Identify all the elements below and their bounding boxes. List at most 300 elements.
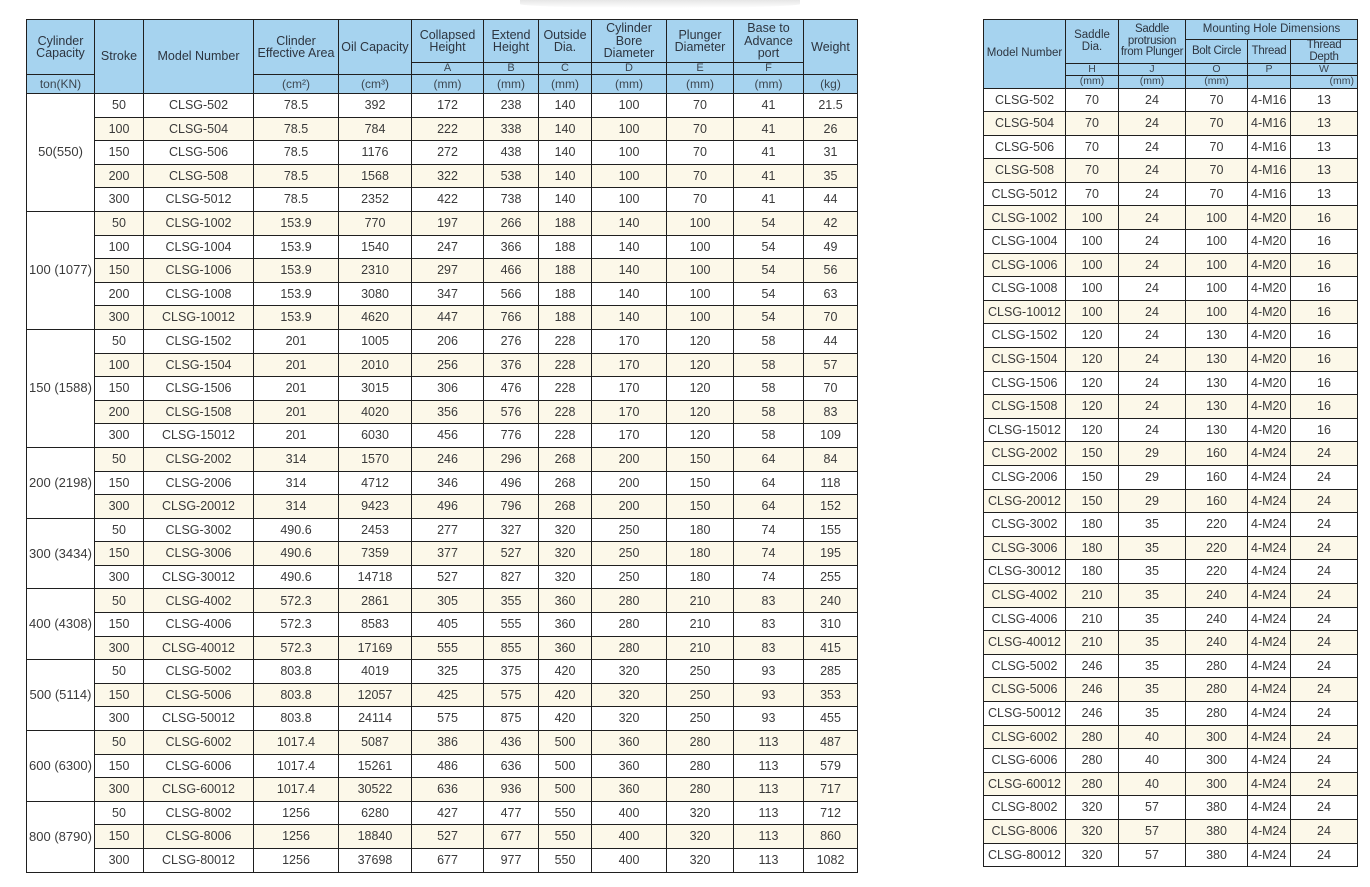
saddle-protrusion-cell: 35: [1119, 678, 1186, 702]
effective-area-cell: 153.9: [254, 306, 339, 330]
weight-cell: 415: [804, 636, 858, 660]
model-cell: CLSG-40012: [984, 631, 1066, 655]
header-letter: A: [412, 63, 484, 75]
stroke-cell: 150: [95, 613, 144, 637]
thread-depth-cell: 24: [1291, 749, 1358, 773]
effective-area-cell: 314: [254, 447, 339, 471]
table-row: [984, 253, 1358, 277]
stroke-cell: 200: [95, 282, 144, 306]
thread-depth-cell: 24: [1291, 607, 1358, 631]
thread-cell: 4-M24: [1248, 819, 1291, 843]
table-row: [27, 731, 858, 755]
plunger-diameter-cell: 320: [667, 801, 734, 825]
thread-depth-cell: 13: [1291, 159, 1358, 183]
base-to-port-cell: 113: [734, 825, 804, 849]
weight-cell: 152: [804, 495, 858, 519]
plunger-diameter-cell: 120: [667, 424, 734, 448]
extend-height-cell: 355: [484, 589, 539, 613]
base-to-port-cell: 58: [734, 329, 804, 353]
plunger-diameter-cell: 120: [667, 377, 734, 401]
bore-diameter-cell: 400: [592, 825, 667, 849]
effective-area-cell: 78.5: [254, 94, 339, 118]
base-to-port-cell: 41: [734, 94, 804, 118]
stroke-cell: 300: [95, 188, 144, 212]
oil-capacity-cell: 2010: [339, 353, 412, 377]
model-cell: CLSG-20012: [144, 495, 254, 519]
extend-height-cell: 436: [484, 731, 539, 755]
base-to-port-cell: 54: [734, 235, 804, 259]
outside-dia-cell: 228: [539, 353, 592, 377]
saddle-protrusion-cell: 29: [1119, 466, 1186, 490]
weight-cell: 83: [804, 400, 858, 424]
thread-cell: 4-M24: [1248, 701, 1291, 725]
oil-capacity-cell: 17169: [339, 636, 412, 660]
oil-capacity-cell: 770: [339, 211, 412, 235]
thread-cell: 4-M16: [1248, 135, 1291, 159]
cylinder-spec-table: [26, 19, 858, 873]
saddle-protrusion-cell: 24: [1119, 230, 1186, 254]
plunger-diameter-cell: 150: [667, 447, 734, 471]
table-row: [27, 660, 858, 684]
capacity-cell: 400 (4308): [27, 589, 95, 660]
oil-capacity-cell: 4712: [339, 471, 412, 495]
bolt-circle-cell: 220: [1186, 560, 1248, 584]
header-thread-depth: Thread Depth: [1291, 40, 1358, 64]
table-row: [27, 565, 858, 589]
extend-height-cell: 827: [484, 565, 539, 589]
outside-dia-cell: 500: [539, 731, 592, 755]
base-to-port-cell: 64: [734, 447, 804, 471]
bore-diameter-cell: 140: [592, 282, 667, 306]
header-base-to-port: Base to Advance port: [734, 20, 804, 63]
saddle-dia-cell: 280: [1066, 725, 1119, 749]
oil-capacity-cell: 392: [339, 94, 412, 118]
outside-dia-cell: 140: [539, 164, 592, 188]
table-row: [984, 182, 1358, 206]
model-cell: CLSG-4006: [144, 613, 254, 637]
table-row: [27, 589, 858, 613]
weight-cell: 118: [804, 471, 858, 495]
plunger-diameter-cell: 320: [667, 825, 734, 849]
extend-height-cell: 855: [484, 636, 539, 660]
table-row: [984, 701, 1358, 725]
thread-depth-cell: 13: [1291, 112, 1358, 136]
model-cell: CLSG-8006: [984, 819, 1066, 843]
outside-dia-cell: 420: [539, 660, 592, 684]
bolt-circle-cell: 240: [1186, 583, 1248, 607]
saddle-dia-cell: 246: [1066, 701, 1119, 725]
thread-depth-cell: 16: [1291, 253, 1358, 277]
model-cell: CLSG-4006: [984, 607, 1066, 631]
saddle-dia-cell: 320: [1066, 819, 1119, 843]
table-row: [984, 206, 1358, 230]
header-saddle-dia: Saddle Dia.: [1066, 20, 1119, 64]
saddle-dia-cell: 70: [1066, 182, 1119, 206]
model-cell: CLSG-50012: [984, 701, 1066, 725]
collapsed-height-cell: 297: [412, 259, 484, 283]
bore-diameter-cell: 170: [592, 353, 667, 377]
table-row: [27, 235, 858, 259]
stroke-cell: 150: [95, 754, 144, 778]
extend-height-cell: 266: [484, 211, 539, 235]
thread-cell: 4-M24: [1248, 654, 1291, 678]
bolt-circle-cell: 70: [1186, 159, 1248, 183]
oil-capacity-cell: 3080: [339, 282, 412, 306]
weight-cell: 49: [804, 235, 858, 259]
bore-diameter-cell: 100: [592, 117, 667, 141]
bolt-circle-cell: 380: [1186, 796, 1248, 820]
thread-cell: 4-M24: [1248, 843, 1291, 867]
thread-cell: 4-M24: [1248, 489, 1291, 513]
thread-cell: 4-M24: [1248, 796, 1291, 820]
weight-cell: 31: [804, 141, 858, 165]
outside-dia-cell: 188: [539, 259, 592, 283]
extend-height-cell: 438: [484, 141, 539, 165]
outside-dia-cell: 320: [539, 565, 592, 589]
thread-cell: 4-M24: [1248, 772, 1291, 796]
thread-cell: 4-M20: [1248, 253, 1291, 277]
bolt-circle-cell: 130: [1186, 395, 1248, 419]
unit-capacity: ton(KN): [27, 75, 95, 94]
stroke-cell: 50: [95, 329, 144, 353]
saddle-protrusion-cell: 57: [1119, 843, 1186, 867]
effective-area-cell: 803.8: [254, 660, 339, 684]
stroke-cell: 150: [95, 141, 144, 165]
stroke-cell: 100: [95, 353, 144, 377]
thread-cell: 4-M24: [1248, 749, 1291, 773]
extend-height-cell: 576: [484, 400, 539, 424]
bolt-circle-cell: 70: [1186, 88, 1248, 112]
base-to-port-cell: 113: [734, 849, 804, 873]
extend-height-cell: 776: [484, 424, 539, 448]
saddle-protrusion-cell: 40: [1119, 772, 1186, 796]
outside-dia-cell: 188: [539, 306, 592, 330]
extend-height-cell: 575: [484, 683, 539, 707]
header-extend-height: Extend Height: [484, 20, 539, 63]
bore-diameter-cell: 320: [592, 683, 667, 707]
table-row: [984, 654, 1358, 678]
thread-depth-cell: 16: [1291, 300, 1358, 324]
outside-dia-cell: 500: [539, 778, 592, 802]
table-row: [984, 678, 1358, 702]
saddle-dia-cell: 280: [1066, 749, 1119, 773]
thread-cell: 4-M24: [1248, 466, 1291, 490]
table-row: [27, 849, 858, 873]
saddle-dia-cell: 246: [1066, 654, 1119, 678]
thread-cell: 4-M20: [1248, 324, 1291, 348]
model-cell: CLSG-60012: [984, 772, 1066, 796]
bore-diameter-cell: 170: [592, 377, 667, 401]
outside-dia-cell: 420: [539, 683, 592, 707]
extend-height-cell: 276: [484, 329, 539, 353]
bore-diameter-cell: 320: [592, 707, 667, 731]
base-to-port-cell: 93: [734, 707, 804, 731]
bolt-circle-cell: 130: [1186, 418, 1248, 442]
bore-diameter-cell: 250: [592, 518, 667, 542]
saddle-dia-cell: 320: [1066, 796, 1119, 820]
bolt-circle-cell: 70: [1186, 182, 1248, 206]
oil-capacity-cell: 2352: [339, 188, 412, 212]
bore-diameter-cell: 360: [592, 731, 667, 755]
saddle-protrusion-cell: 29: [1119, 489, 1186, 513]
model-cell: CLSG-508: [144, 164, 254, 188]
stroke-cell: 100: [95, 117, 144, 141]
table-row: [984, 843, 1358, 867]
saddle-dia-cell: 120: [1066, 371, 1119, 395]
extend-height-cell: 875: [484, 707, 539, 731]
bore-diameter-cell: 200: [592, 495, 667, 519]
effective-area-cell: 78.5: [254, 188, 339, 212]
extend-height-cell: 977: [484, 849, 539, 873]
plunger-diameter-cell: 210: [667, 636, 734, 660]
model-cell: CLSG-1506: [144, 377, 254, 401]
extend-height-cell: 496: [484, 471, 539, 495]
oil-capacity-cell: 8583: [339, 613, 412, 637]
model-cell: CLSG-502: [984, 88, 1066, 112]
outside-dia-cell: 140: [539, 94, 592, 118]
plunger-diameter-cell: 280: [667, 778, 734, 802]
plunger-diameter-cell: 100: [667, 211, 734, 235]
outside-dia-cell: 188: [539, 235, 592, 259]
oil-capacity-cell: 2453: [339, 518, 412, 542]
header-model-number: Model Number: [144, 20, 254, 94]
weight-cell: 56: [804, 259, 858, 283]
saddle-protrusion-cell: 35: [1119, 654, 1186, 678]
plunger-diameter-cell: 120: [667, 353, 734, 377]
thread-depth-cell: 24: [1291, 701, 1358, 725]
weight-cell: 44: [804, 329, 858, 353]
thread-depth-cell: 16: [1291, 371, 1358, 395]
weight-cell: 63: [804, 282, 858, 306]
collapsed-height-cell: 322: [412, 164, 484, 188]
effective-area-cell: 1256: [254, 849, 339, 873]
saddle-dia-cell: 150: [1066, 466, 1119, 490]
effective-area-cell: 490.6: [254, 518, 339, 542]
table-row: [984, 135, 1358, 159]
effective-area-cell: 153.9: [254, 259, 339, 283]
thread-cell: 4-M20: [1248, 300, 1291, 324]
table-row: [27, 683, 858, 707]
table-row: [27, 306, 858, 330]
weight-cell: 57: [804, 353, 858, 377]
bore-diameter-cell: 200: [592, 471, 667, 495]
header-cylinder-capacity: Cylinder Capacity: [27, 20, 95, 75]
collapsed-height-cell: 555: [412, 636, 484, 660]
plunger-diameter-cell: 250: [667, 660, 734, 684]
base-to-port-cell: 83: [734, 636, 804, 660]
unit-area: (cm²): [254, 75, 339, 94]
model-cell: CLSG-3002: [144, 518, 254, 542]
header-letter: P: [1248, 64, 1291, 76]
base-to-port-cell: 93: [734, 660, 804, 684]
weight-cell: 240: [804, 589, 858, 613]
base-to-port-cell: 41: [734, 164, 804, 188]
weight-cell: 35: [804, 164, 858, 188]
model-cell: CLSG-506: [984, 135, 1066, 159]
thread-cell: 4-M24: [1248, 583, 1291, 607]
effective-area-cell: 314: [254, 495, 339, 519]
thread-cell: 4-M16: [1248, 182, 1291, 206]
table-row: [984, 466, 1358, 490]
extend-height-cell: 476: [484, 377, 539, 401]
effective-area-cell: 1017.4: [254, 754, 339, 778]
unit-mm: (mm): [484, 75, 539, 94]
bolt-circle-cell: 300: [1186, 772, 1248, 796]
outside-dia-cell: 360: [539, 589, 592, 613]
collapsed-height-cell: 306: [412, 377, 484, 401]
oil-capacity-cell: 1540: [339, 235, 412, 259]
base-to-port-cell: 64: [734, 495, 804, 519]
table-row: [27, 141, 858, 165]
stroke-cell: 150: [95, 683, 144, 707]
plunger-diameter-cell: 70: [667, 188, 734, 212]
bolt-circle-cell: 100: [1186, 206, 1248, 230]
model-cell: CLSG-30012: [144, 565, 254, 589]
model-cell: CLSG-5006: [984, 678, 1066, 702]
header-letter: W: [1291, 64, 1358, 76]
collapsed-height-cell: 172: [412, 94, 484, 118]
bore-diameter-cell: 360: [592, 778, 667, 802]
stroke-cell: 150: [95, 542, 144, 566]
effective-area-cell: 201: [254, 353, 339, 377]
saddle-dia-cell: 120: [1066, 348, 1119, 372]
header-outside-dia: Outside Dia.: [539, 20, 592, 63]
bolt-circle-cell: 100: [1186, 230, 1248, 254]
plunger-diameter-cell: 180: [667, 542, 734, 566]
table-row: [984, 277, 1358, 301]
bore-diameter-cell: 140: [592, 211, 667, 235]
bore-diameter-cell: 140: [592, 235, 667, 259]
plunger-diameter-cell: 100: [667, 282, 734, 306]
stroke-cell: 200: [95, 164, 144, 188]
weight-cell: 255: [804, 565, 858, 589]
model-cell: CLSG-5012: [144, 188, 254, 212]
collapsed-height-cell: 356: [412, 400, 484, 424]
base-to-port-cell: 83: [734, 589, 804, 613]
saddle-dia-cell: 180: [1066, 560, 1119, 584]
base-to-port-cell: 54: [734, 259, 804, 283]
table-row: [984, 159, 1358, 183]
header-letter: B: [484, 63, 539, 75]
base-to-port-cell: 74: [734, 518, 804, 542]
table-row: [984, 583, 1358, 607]
outside-dia-cell: 550: [539, 825, 592, 849]
table-row: [984, 300, 1358, 324]
extend-height-cell: 796: [484, 495, 539, 519]
outside-dia-cell: 188: [539, 282, 592, 306]
thread-cell: 4-M16: [1248, 159, 1291, 183]
bore-diameter-cell: 170: [592, 424, 667, 448]
thread-depth-cell: 16: [1291, 277, 1358, 301]
model-cell: CLSG-6006: [984, 749, 1066, 773]
thread-cell: 4-M20: [1248, 418, 1291, 442]
model-cell: CLSG-504: [984, 112, 1066, 136]
saddle-protrusion-cell: 24: [1119, 395, 1186, 419]
weight-cell: 1082: [804, 849, 858, 873]
saddle-dia-cell: 70: [1066, 135, 1119, 159]
extend-height-cell: 555: [484, 613, 539, 637]
oil-capacity-cell: 7359: [339, 542, 412, 566]
capacity-cell: 500 (5114): [27, 660, 95, 731]
plunger-diameter-cell: 250: [667, 683, 734, 707]
collapsed-height-cell: 636: [412, 778, 484, 802]
bolt-circle-cell: 100: [1186, 277, 1248, 301]
collapsed-height-cell: 206: [412, 329, 484, 353]
stroke-cell: 50: [95, 801, 144, 825]
model-cell: CLSG-10012: [144, 306, 254, 330]
base-to-port-cell: 113: [734, 778, 804, 802]
saddle-dia-cell: 120: [1066, 418, 1119, 442]
weight-cell: 310: [804, 613, 858, 637]
table-row: [27, 801, 858, 825]
saddle-dia-cell: 120: [1066, 395, 1119, 419]
capacity-cell: 200 (2198): [27, 447, 95, 518]
outside-dia-cell: 360: [539, 636, 592, 660]
weight-cell: 70: [804, 377, 858, 401]
model-cell: CLSG-1006: [144, 259, 254, 283]
bore-diameter-cell: 280: [592, 613, 667, 637]
stroke-cell: 50: [95, 447, 144, 471]
unit-mm: (mm): [1186, 75, 1248, 88]
thread-cell: 4-M24: [1248, 513, 1291, 537]
table-row: [27, 211, 858, 235]
table-row: [27, 94, 858, 118]
oil-capacity-cell: 2861: [339, 589, 412, 613]
bolt-circle-cell: 300: [1186, 749, 1248, 773]
saddle-dia-cell: 320: [1066, 843, 1119, 867]
bore-diameter-cell: 280: [592, 636, 667, 660]
stroke-cell: 50: [95, 731, 144, 755]
effective-area-cell: 314: [254, 471, 339, 495]
base-to-port-cell: 83: [734, 613, 804, 637]
model-cell: CLSG-2002: [144, 447, 254, 471]
extend-height-cell: 327: [484, 518, 539, 542]
weight-cell: 44: [804, 188, 858, 212]
oil-capacity-cell: 6030: [339, 424, 412, 448]
oil-capacity-cell: 12057: [339, 683, 412, 707]
saddle-protrusion-cell: 35: [1119, 583, 1186, 607]
collapsed-height-cell: 405: [412, 613, 484, 637]
capacity-cell: 150 (1588): [27, 329, 95, 447]
model-cell: CLSG-60012: [144, 778, 254, 802]
oil-capacity-cell: 6280: [339, 801, 412, 825]
base-to-port-cell: 54: [734, 306, 804, 330]
header-saddle-protrusion: Saddle protrusion from Plunger: [1119, 20, 1186, 64]
saddle-protrusion-cell: 35: [1119, 607, 1186, 631]
base-to-port-cell: 74: [734, 542, 804, 566]
oil-capacity-cell: 18840: [339, 825, 412, 849]
thread-cell: 4-M24: [1248, 442, 1291, 466]
header-bore-diameter: Cylinder Bore Diameter: [592, 20, 667, 63]
base-to-port-cell: 113: [734, 801, 804, 825]
unit-mm: (mm): [667, 75, 734, 94]
stroke-cell: 300: [95, 306, 144, 330]
stroke-cell: 50: [95, 211, 144, 235]
table-row: [27, 400, 858, 424]
header-letter: O: [1186, 64, 1248, 76]
stroke-cell: 150: [95, 825, 144, 849]
collapsed-height-cell: 247: [412, 235, 484, 259]
header-letter: C: [539, 63, 592, 75]
capacity-cell: 100 (1077): [27, 211, 95, 329]
oil-capacity-cell: 30522: [339, 778, 412, 802]
bolt-circle-cell: 220: [1186, 513, 1248, 537]
weight-cell: 195: [804, 542, 858, 566]
header-plunger-diameter: Plunger Diameter: [667, 20, 734, 63]
thread-cell: 4-M24: [1248, 560, 1291, 584]
header-effective-area: Clinder Effective Area: [254, 20, 339, 75]
extend-height-cell: 338: [484, 117, 539, 141]
